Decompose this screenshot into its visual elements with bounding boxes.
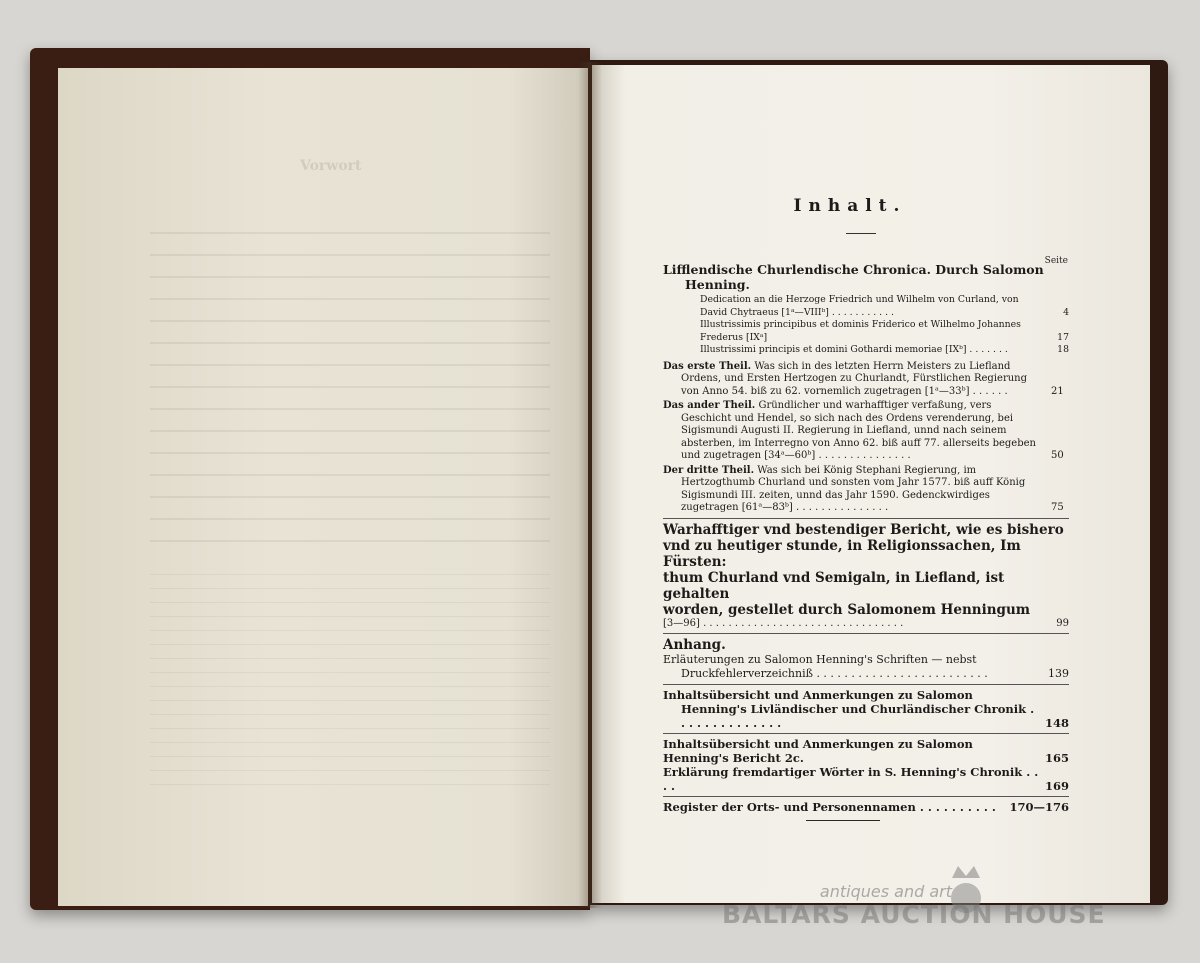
left-page-ghost-footnotes <box>150 574 550 798</box>
separator <box>663 733 1069 734</box>
toc-entry-part2: Das ander Theil. Gründlicher und warhafftiger verfaßung, vers Geschicht und Hendel, so sich nach des Ordens verenderung, bei Sigismundi Augusti II. Regierung in Liefland, unnd nach seinem absterben, im Interregno von Anno 62. biß auff 77. allerseits begeben und zugetragen [34ᵃ—60ᵇ] . . . . . . . . . . . . . . . 50 <box>663 400 1064 461</box>
table-of-contents <box>663 262 1069 814</box>
watermark-brand: BALTARS AUCTION HOUSE <box>722 900 1106 929</box>
toc-entry: Erklärung fremdartiger Wörter in S. Henning's Chronik . . . . 169 <box>663 765 1069 793</box>
toc-entry: Illustrissimi principis et domini Gothardi memoriae [IXᵇ] . . . . . . . 18 <box>700 344 1069 355</box>
page-number: 169 <box>1044 779 1069 793</box>
toc-entry: Erläuterungen zu Salomon Henning's Schriften — nebst Druckfehlerverzeichniß . . . . . . . . . . . . . . . . . . . . . . . . . 139 <box>663 653 1069 680</box>
page-number: 18 <box>1057 344 1069 355</box>
toc-entry: Register der Orts- und Personennamen . . . . . . . . . . 170—176 <box>663 800 1069 814</box>
watermark-tagline: antiques and art <box>819 882 952 901</box>
bottom-rule <box>806 820 880 821</box>
page-number: 4 <box>1063 306 1069 318</box>
anhang-title: Anhang. <box>663 637 726 653</box>
left-page-ghost-title: Vorwort <box>300 158 362 174</box>
toc-entry-part1: Das erste Theil. Was sich in des letzten Herrn Meisters zu Liefland Ordens, und Ersten Hertzogen zu Churlandt, Fürstlichen Regierung von Anno 54. biß zu 62. vornemlich zugetragen [1ᵃ—33ᵇ] . . . . . . 21 <box>663 360 1064 397</box>
toc-entry: Inhaltsübersicht und Anmerkungen zu Salomon Henning's Bericht 2c. 165 <box>663 737 1069 765</box>
toc-title: Inhalt. <box>793 196 907 216</box>
page-number: 17 <box>1057 331 1069 343</box>
page-number: 99 <box>1056 617 1069 629</box>
page-number: 170—176 <box>1009 800 1069 814</box>
section2-title: Warhafftiger vnd bestendiger Bericht, wie es bishero vnd zu heutiger stunde, in Religionssachen, Im Fürsten: thum Churland vnd Semigaln, in Liefland, ist gehalten worden, gestellet durch Salomonem Henningum <box>663 521 1064 618</box>
book-gutter <box>578 62 602 908</box>
separator <box>663 518 1069 519</box>
toc-entry: Illustrissimis principibus et dominis Friderico et Wilhelmo Johannes Frederus [IXᵃ] 17 <box>700 319 1069 343</box>
separator <box>663 796 1069 797</box>
page-number: 165 <box>1044 751 1069 765</box>
left-page-ghost-text <box>150 232 550 562</box>
separator <box>663 633 1069 634</box>
seite-label: Seite <box>1044 256 1068 266</box>
toc-entry: Dedication an die Herzoge Friedrich und Wilhelm von Curland, von David Chytraeus [1ᵃ—VIIIᵇ] . . . . . . . . . . . 4 <box>700 294 1069 318</box>
toc-entry: [3—96] . . . . . . . . . . . . . . . . . . . . . . . . . . . . . . . . 99 <box>663 617 1069 629</box>
title-rule <box>846 233 876 234</box>
page-number: 148 <box>1044 716 1069 730</box>
toc-entry-part3: Der dritte Theil. Was sich bei König Stephani Regierung, im Hertzogthumb Churland und sonsten vom Jahr 1577. biß auff König Sigismundi III. zeiten, unnd das Jahr 1590. Gedenckwirdiges zugetragen [61ᵃ—83ᵇ] . . . . . . . . . . . . . . . 75 <box>663 464 1064 513</box>
toc-entry: Inhaltsübersicht und Anmerkungen zu Salomon Henning's Livländischer und Churländischer Chronik . . . . . . . . . . . . . . 148 <box>663 688 1069 730</box>
page-number: 139 <box>1048 667 1069 680</box>
separator <box>663 684 1069 685</box>
section1-title: Lifflendische Churlendische Chronica. Durch Salomon Henning. <box>663 262 1044 292</box>
